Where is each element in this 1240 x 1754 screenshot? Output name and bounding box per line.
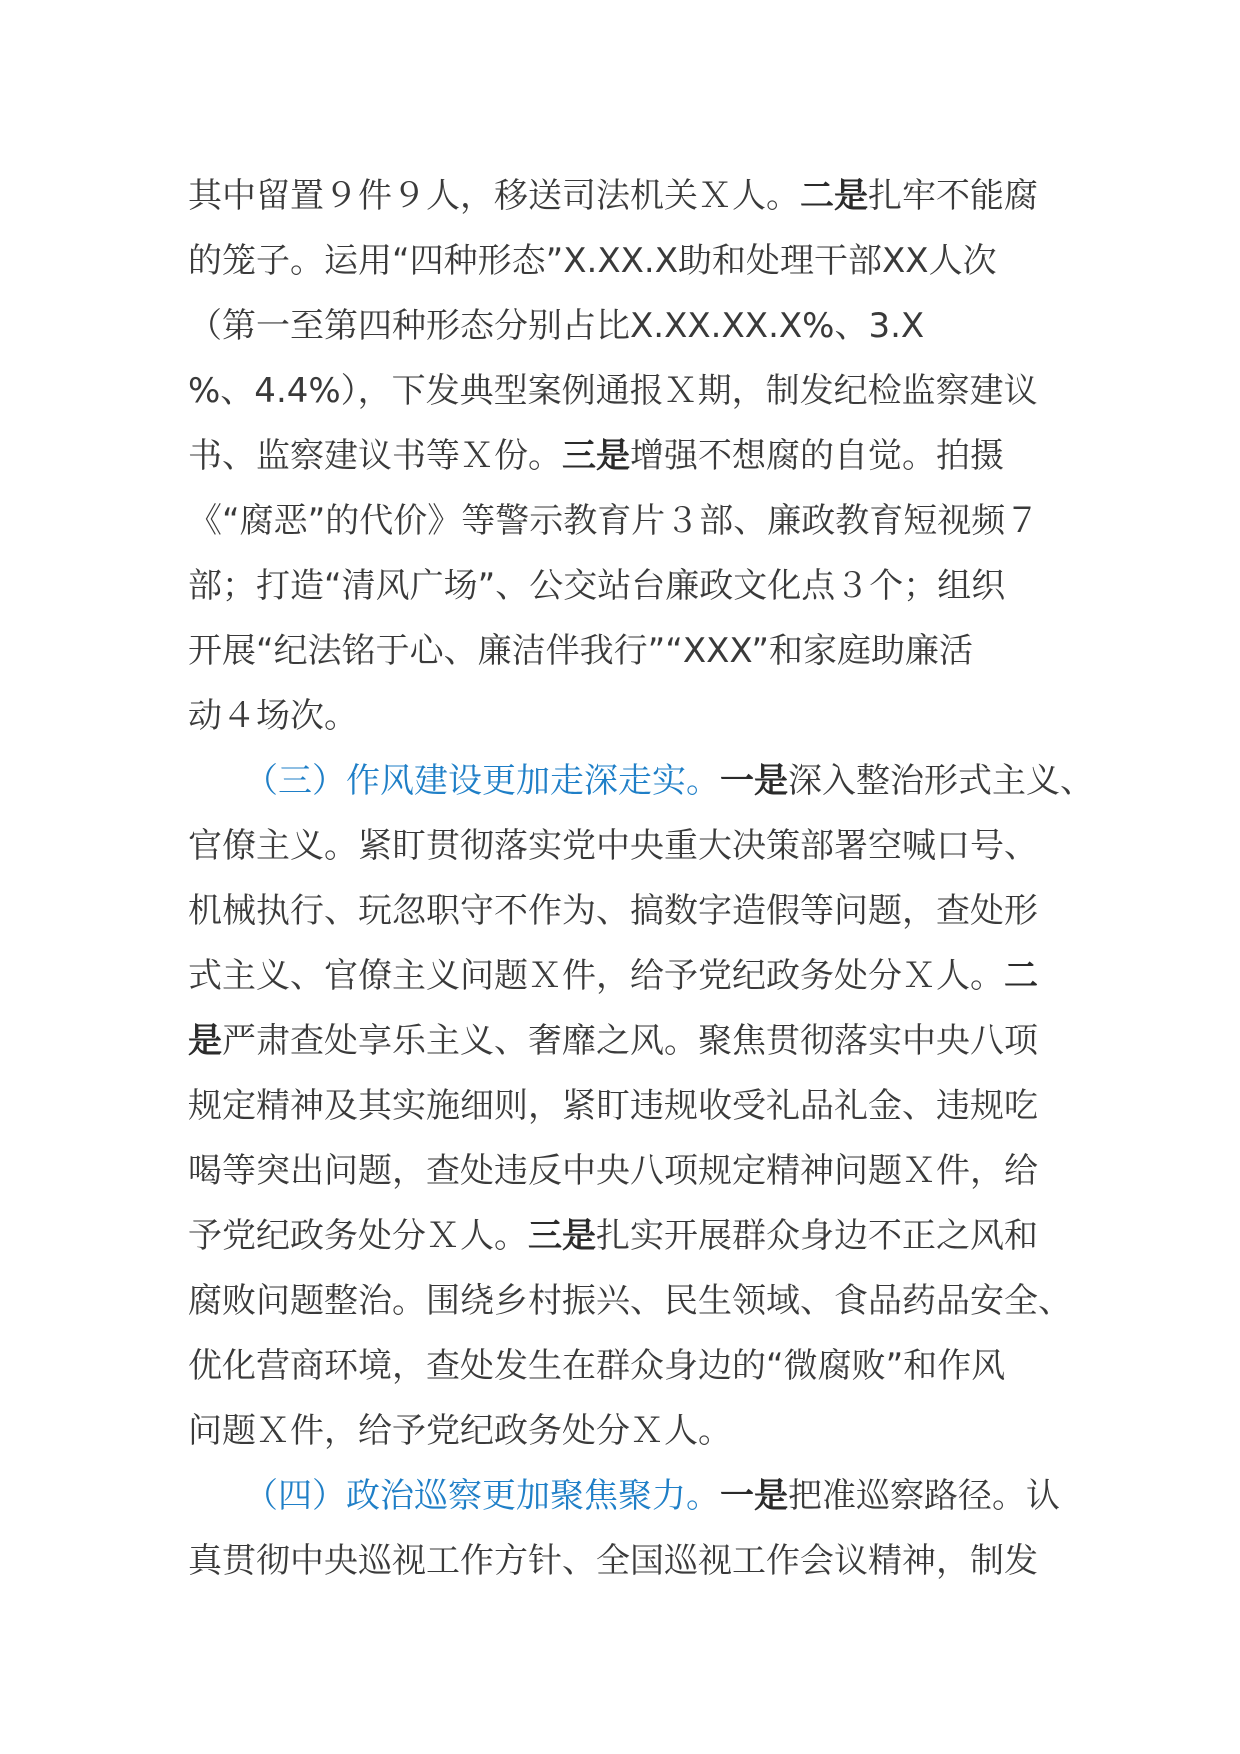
body-text: 严肃查处享乐主义、奢靡之风。聚焦贯彻落实中央八项 <box>222 1021 1038 1061</box>
body-text: 其中留置９件９人，移送司法机关Ｘ人。 <box>188 176 800 216</box>
emphasis-marker: 三是 <box>528 1216 596 1256</box>
body-text: 部；打造“清风广场”、公交站台廉政文化点３个；组织 <box>188 566 1006 606</box>
body-text: 问题Ｘ件，给予党纪政务处分Ｘ人。 <box>188 1411 732 1451</box>
body-text: 增强不想腐的自觉。拍摄 <box>630 436 1004 476</box>
text-line <box>188 1529 1068 1594</box>
body-text: 的笼子。运用“四种形态”X.XX.X助和处理干部XX人次 <box>188 241 997 281</box>
body-text: 书、监察建议书等Ｘ份。 <box>188 436 562 476</box>
text-line <box>188 944 1068 1009</box>
body-text: 真贯彻中央巡视工作方针、全国巡视工作会议精神，制发 <box>188 1541 1038 1581</box>
text-line <box>188 619 1068 684</box>
document-page <box>188 164 1094 1594</box>
text-line <box>188 1204 1068 1269</box>
body-text: 开展“纪法铭于心、廉洁伴我行”“XXX”和家庭助廉活 <box>188 631 973 671</box>
text-line <box>188 1009 1068 1074</box>
emphasis-marker: 三是 <box>562 436 630 476</box>
body-text: 深入整治形式主义、 <box>788 761 1094 801</box>
text-line <box>188 1139 1068 1204</box>
section-heading: （三）作风建设更加走深走实。 <box>244 761 720 801</box>
text-line <box>188 1269 1072 1334</box>
text-line <box>188 1399 1068 1464</box>
body-text: 扎牢不能腐 <box>868 176 1038 216</box>
text-line <box>188 489 1068 554</box>
body-text: %、4.4%），下发典型案例通报Ｘ期，制发纪检监察建议 <box>188 371 1038 411</box>
text-line <box>188 554 1068 619</box>
text-line <box>188 879 1068 944</box>
body-text: 官僚主义。紧盯贯彻落实党中央重大决策部署空喊口号、 <box>188 826 1038 866</box>
text-line <box>188 684 1068 749</box>
text-line <box>188 1464 1068 1529</box>
body-text: 式主义、官僚主义问题Ｘ件，给予党纪政务处分Ｘ人。 <box>188 956 1004 996</box>
section-heading: （四）政治巡察更加聚焦聚力。 <box>244 1476 720 1516</box>
text-line <box>188 814 1068 879</box>
text-line <box>188 164 1068 229</box>
body-text: （第一至第四种形态分别占比X.XX.XX.X%、3.X <box>188 306 925 346</box>
body-text: 动４场次。 <box>188 696 358 736</box>
body-text: 予党纪政务处分Ｘ人。 <box>188 1216 528 1256</box>
body-text: 《“腐恶”的代价》等警示教育片３部、廉政教育短视频７ <box>188 501 1040 541</box>
text-line <box>188 359 1068 424</box>
body-text: 优化营商环境，查处发生在群众身边的“微腐败”和作风 <box>188 1346 1006 1386</box>
body-text: 扎实开展群众身边不正之风和 <box>596 1216 1038 1256</box>
body-text: 把准巡察路径。认 <box>788 1476 1060 1516</box>
text-line <box>188 749 1094 814</box>
text-line <box>188 424 1068 489</box>
text-line <box>188 229 1068 294</box>
emphasis-marker: 是 <box>188 1021 222 1061</box>
emphasis-marker: 一是 <box>720 761 788 801</box>
body-text: 规定精神及其实施细则，紧盯违规收受礼品礼金、违规吃 <box>188 1086 1038 1126</box>
emphasis-marker: 一是 <box>720 1476 788 1516</box>
body-text: 机械执行、玩忽职守不作为、搞数字造假等问题，查处形 <box>188 891 1038 931</box>
body-text: 喝等突出问题，查处违反中央八项规定精神问题Ｘ件，给 <box>188 1151 1038 1191</box>
text-line <box>188 294 1068 359</box>
text-line <box>188 1074 1068 1139</box>
body-text: 腐败问题整治。围绕乡村振兴、民生领域、食品药品安全、 <box>188 1281 1072 1321</box>
text-line <box>188 1334 1068 1399</box>
emphasis-marker: 二 <box>1004 956 1038 996</box>
emphasis-marker: 二是 <box>800 176 868 216</box>
